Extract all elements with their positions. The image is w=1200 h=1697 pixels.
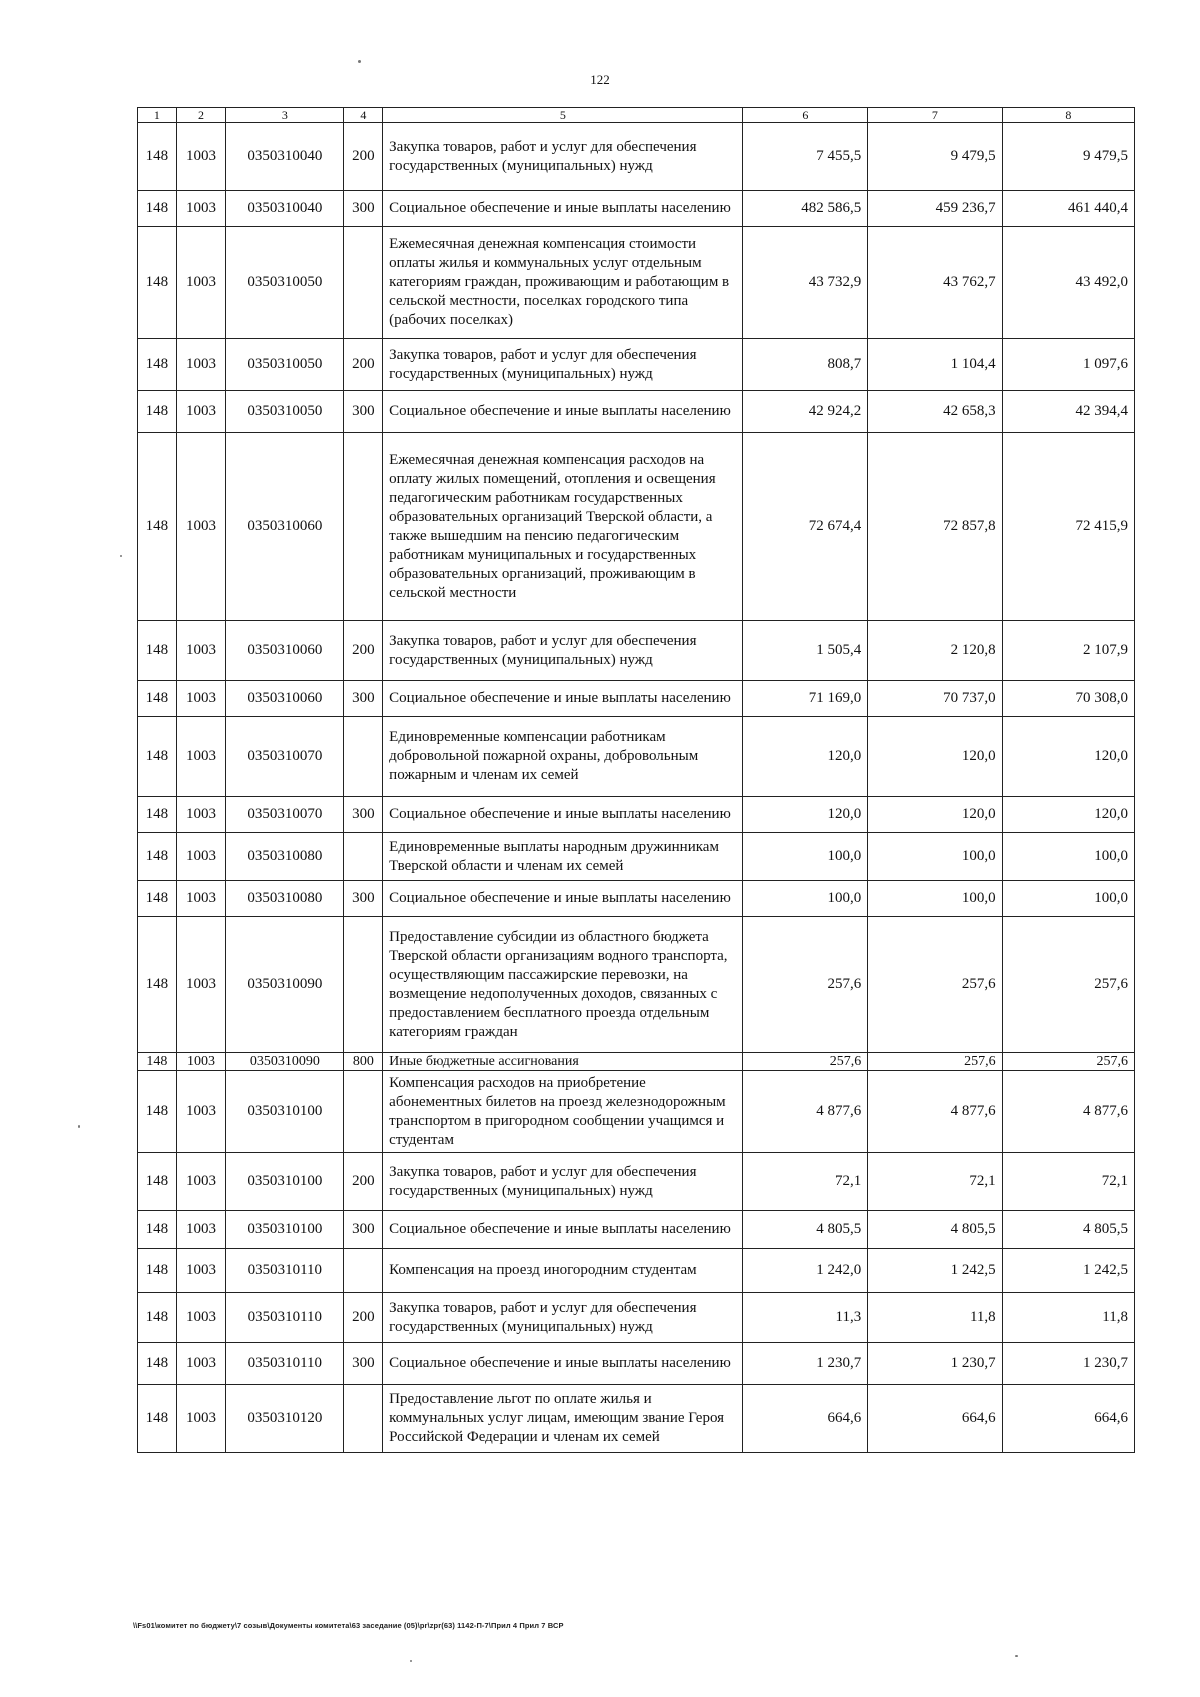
amount-cell-col8: 11,8: [1002, 1293, 1134, 1343]
section-code-cell: 1003: [176, 881, 225, 917]
table-row: [138, 433, 1135, 621]
expense-type-cell: [344, 833, 383, 881]
target-article-cell: 0350310070: [226, 797, 344, 833]
amount-cell-col8: 120,0: [1002, 797, 1134, 833]
table-row: [138, 1343, 1135, 1385]
amount-cell-col6: 664,6: [743, 1385, 868, 1453]
admin-code-cell: 148: [138, 797, 177, 833]
amount-cell-col6: 72 674,4: [743, 433, 868, 621]
header-cell: 3: [226, 108, 344, 123]
amount-cell-col7: 42 658,3: [868, 391, 1002, 433]
amount-cell-col6: 482 586,5: [743, 191, 868, 227]
section-code-cell: 1003: [176, 1071, 225, 1153]
section-code-cell: 1003: [176, 391, 225, 433]
section-code-cell: 1003: [176, 717, 225, 797]
target-article-cell: 0350310110: [226, 1343, 344, 1385]
section-code-cell: 1003: [176, 191, 225, 227]
expense-type-cell: 800: [344, 1053, 383, 1071]
section-code-cell: 1003: [176, 917, 225, 1053]
amount-cell-col6: 257,6: [743, 917, 868, 1053]
amount-cell-col6: 1 230,7: [743, 1343, 868, 1385]
description-cell: Единовременные выплаты народным дружинникам Тверской области и членам их семей: [383, 833, 743, 881]
expense-type-cell: 200: [344, 621, 383, 681]
amount-cell-col8: 4 877,6: [1002, 1071, 1134, 1153]
amount-cell-col8: 100,0: [1002, 833, 1134, 881]
admin-code-cell: 148: [138, 1293, 177, 1343]
table-row: [138, 123, 1135, 191]
expense-type-cell: [344, 1071, 383, 1153]
section-code-cell: 1003: [176, 621, 225, 681]
target-article-cell: 0350310050: [226, 339, 344, 391]
amount-cell-col7: 1 104,4: [868, 339, 1002, 391]
table-row: [138, 1153, 1135, 1211]
admin-code-cell: 148: [138, 123, 177, 191]
section-code-cell: 1003: [176, 681, 225, 717]
admin-code-cell: 148: [138, 681, 177, 717]
amount-cell-col8: 4 805,5: [1002, 1211, 1134, 1249]
scan-speck: [78, 1125, 80, 1128]
amount-cell-col7: 2 120,8: [868, 621, 1002, 681]
expense-type-cell: [344, 917, 383, 1053]
description-cell: Ежемесячная денежная компенсация расходов на оплату жилых помещений, отопления и освещения педагогическим работникам государственных образовательных организаций Тверской области, а также вышедшим на пенсию педагогическим работникам муниципальных и государственных образовательных организаций, проживающим в сельской местности: [383, 433, 743, 621]
expense-type-cell: 200: [344, 1293, 383, 1343]
admin-code-cell: 148: [138, 1385, 177, 1453]
table-row: [138, 833, 1135, 881]
amount-cell-col6: 257,6: [743, 1053, 868, 1071]
amount-cell-col7: 100,0: [868, 881, 1002, 917]
scan-speck: [120, 555, 122, 557]
admin-code-cell: 148: [138, 621, 177, 681]
target-article-cell: 0350310110: [226, 1293, 344, 1343]
expense-type-cell: [344, 227, 383, 339]
description-cell: Социальное обеспечение и иные выплаты населению: [383, 797, 743, 833]
table-row: [138, 1053, 1135, 1071]
description-cell: Социальное обеспечение и иные выплаты населению: [383, 1343, 743, 1385]
description-cell: Закупка товаров, работ и услуг для обеспечения государственных (муниципальных) нужд: [383, 1293, 743, 1343]
header-cell: 8: [1002, 108, 1134, 123]
section-code-cell: 1003: [176, 797, 225, 833]
section-code-cell: 1003: [176, 1343, 225, 1385]
expense-type-cell: 300: [344, 1343, 383, 1385]
amount-cell-col7: 1 230,7: [868, 1343, 1002, 1385]
section-code-cell: 1003: [176, 123, 225, 191]
description-cell: Единовременные компенсации работникам добровольной пожарной охраны, добровольным пожарным и членам их семей: [383, 717, 743, 797]
target-article-cell: 0350310060: [226, 433, 344, 621]
amount-cell-col7: 4 877,6: [868, 1071, 1002, 1153]
target-article-cell: 0350310090: [226, 1053, 344, 1071]
amount-cell-col8: 72 415,9: [1002, 433, 1134, 621]
admin-code-cell: 148: [138, 881, 177, 917]
table-row: [138, 227, 1135, 339]
section-code-cell: 1003: [176, 833, 225, 881]
admin-code-cell: 148: [138, 391, 177, 433]
amount-cell-col6: 100,0: [743, 833, 868, 881]
target-article-cell: 0350310090: [226, 917, 344, 1053]
description-cell: Социальное обеспечение и иные выплаты населению: [383, 391, 743, 433]
scan-speck: [1015, 1655, 1018, 1657]
footer-file-path: \\Fs01\комитет по бюджету\7 созыв\Документы комитета\63 заседание (05)\pr\zpr(63) 1142-П-7\Прил 4 Прил 7 ВСР: [133, 1621, 564, 1630]
admin-code-cell: 148: [138, 227, 177, 339]
amount-cell-col8: 120,0: [1002, 717, 1134, 797]
description-cell: Закупка товаров, работ и услуг для обеспечения государственных (муниципальных) нужд: [383, 621, 743, 681]
expense-type-cell: [344, 1249, 383, 1293]
amount-cell-col7: 72 857,8: [868, 433, 1002, 621]
amount-cell-col6: 43 732,9: [743, 227, 868, 339]
amount-cell-col7: 70 737,0: [868, 681, 1002, 717]
amount-cell-col7: 120,0: [868, 797, 1002, 833]
target-article-cell: 0350310050: [226, 227, 344, 339]
expense-type-cell: 300: [344, 681, 383, 717]
admin-code-cell: 148: [138, 833, 177, 881]
amount-cell-col8: 100,0: [1002, 881, 1134, 917]
header-cell: 6: [743, 108, 868, 123]
table-row: [138, 797, 1135, 833]
section-code-cell: 1003: [176, 1249, 225, 1293]
target-article-cell: 0350310100: [226, 1071, 344, 1153]
amount-cell-col8: 2 107,9: [1002, 621, 1134, 681]
amount-cell-col8: 1 242,5: [1002, 1249, 1134, 1293]
amount-cell-col6: 4 805,5: [743, 1211, 868, 1249]
table-row: [138, 1211, 1135, 1249]
amount-cell-col7: 72,1: [868, 1153, 1002, 1211]
expense-type-cell: 200: [344, 1153, 383, 1211]
section-code-cell: 1003: [176, 1053, 225, 1071]
expense-type-cell: 300: [344, 881, 383, 917]
table-body: [138, 123, 1135, 1453]
amount-cell-col8: 1 230,7: [1002, 1343, 1134, 1385]
header-cell: 2: [176, 108, 225, 123]
section-code-cell: 1003: [176, 1293, 225, 1343]
table-row: [138, 717, 1135, 797]
target-article-cell: 0350310100: [226, 1153, 344, 1211]
section-code-cell: 1003: [176, 227, 225, 339]
admin-code-cell: 148: [138, 1249, 177, 1293]
amount-cell-col6: 1 505,4: [743, 621, 868, 681]
target-article-cell: 0350310080: [226, 833, 344, 881]
amount-cell-col7: 664,6: [868, 1385, 1002, 1453]
target-article-cell: 0350310080: [226, 881, 344, 917]
amount-cell-col6: 11,3: [743, 1293, 868, 1343]
target-article-cell: 0350310120: [226, 1385, 344, 1453]
description-cell: Закупка товаров, работ и услуг для обеспечения государственных (муниципальных) нужд: [383, 339, 743, 391]
amount-cell-col6: 71 169,0: [743, 681, 868, 717]
expense-type-cell: [344, 433, 383, 621]
amount-cell-col7: 4 805,5: [868, 1211, 1002, 1249]
expense-type-cell: [344, 1385, 383, 1453]
scan-speck: [410, 1660, 412, 1662]
description-cell: Социальное обеспечение и иные выплаты населению: [383, 681, 743, 717]
expense-type-cell: 200: [344, 339, 383, 391]
target-article-cell: 0350310070: [226, 717, 344, 797]
expense-type-cell: 300: [344, 191, 383, 227]
target-article-cell: 0350310060: [226, 621, 344, 681]
table-row: [138, 621, 1135, 681]
header-cell: 5: [383, 108, 743, 123]
amount-cell-col8: 257,6: [1002, 1053, 1134, 1071]
scan-speck: [358, 60, 361, 63]
amount-cell-col7: 9 479,5: [868, 123, 1002, 191]
description-cell: Иные бюджетные ассигнования: [383, 1053, 743, 1071]
expense-type-cell: [344, 717, 383, 797]
amount-cell-col7: 459 236,7: [868, 191, 1002, 227]
target-article-cell: 0350310100: [226, 1211, 344, 1249]
admin-code-cell: 148: [138, 1343, 177, 1385]
admin-code-cell: 148: [138, 1153, 177, 1211]
header-row: [138, 108, 1135, 123]
section-code-cell: 1003: [176, 1153, 225, 1211]
admin-code-cell: 148: [138, 433, 177, 621]
expense-type-cell: 300: [344, 391, 383, 433]
table-row: [138, 917, 1135, 1053]
amount-cell-col6: 7 455,5: [743, 123, 868, 191]
description-cell: Предоставление льгот по оплате жилья и коммунальных услуг лицам, имеющим звание Героя Российской Федерации и членам их семей: [383, 1385, 743, 1453]
table-row: [138, 391, 1135, 433]
description-cell: Ежемесячная денежная компенсация стоимости оплаты жилья и коммунальных услуг отдельным категориям граждан, проживающим и работающим в сельской местности, поселках городского типа (рабочих поселках): [383, 227, 743, 339]
amount-cell-col6: 100,0: [743, 881, 868, 917]
admin-code-cell: 148: [138, 917, 177, 1053]
description-cell: Предоставление субсидии из областного бюджета Тверской области организациям водного транспорта, осуществляющим пассажирские перевозки, на возмещение недополученных доходов, связанных с предоставлением бесплатного проезда отдельным категориям граждан: [383, 917, 743, 1053]
amount-cell-col8: 1 097,6: [1002, 339, 1134, 391]
expense-type-cell: 300: [344, 797, 383, 833]
description-cell: Социальное обеспечение и иные выплаты населению: [383, 1211, 743, 1249]
page-number: 122: [590, 72, 610, 87]
amount-cell-col6: 1 242,0: [743, 1249, 868, 1293]
expense-type-cell: 300: [344, 1211, 383, 1249]
admin-code-cell: 148: [138, 1071, 177, 1153]
amount-cell-col8: 72,1: [1002, 1153, 1134, 1211]
target-article-cell: 0350310040: [226, 123, 344, 191]
table-row: [138, 191, 1135, 227]
target-article-cell: 0350310110: [226, 1249, 344, 1293]
description-cell: Социальное обеспечение и иные выплаты населению: [383, 191, 743, 227]
amount-cell-col7: 257,6: [868, 917, 1002, 1053]
amount-cell-col6: 120,0: [743, 797, 868, 833]
table-row: [138, 1071, 1135, 1153]
amount-cell-col8: 461 440,4: [1002, 191, 1134, 227]
section-code-cell: 1003: [176, 1211, 225, 1249]
amount-cell-col8: 43 492,0: [1002, 227, 1134, 339]
amount-cell-col8: 257,6: [1002, 917, 1134, 1053]
amount-cell-col6: 72,1: [743, 1153, 868, 1211]
target-article-cell: 0350310060: [226, 681, 344, 717]
table-row: [138, 1293, 1135, 1343]
description-cell: Социальное обеспечение и иные выплаты населению: [383, 881, 743, 917]
admin-code-cell: 148: [138, 1053, 177, 1071]
description-cell: Компенсация на проезд иногородним студентам: [383, 1249, 743, 1293]
section-code-cell: 1003: [176, 1385, 225, 1453]
budget-table: [137, 107, 1135, 1453]
amount-cell-col8: 42 394,4: [1002, 391, 1134, 433]
amount-cell-col8: 664,6: [1002, 1385, 1134, 1453]
expense-type-cell: 200: [344, 123, 383, 191]
header-cell: 7: [868, 108, 1002, 123]
amount-cell-col6: 120,0: [743, 717, 868, 797]
amount-cell-col6: 42 924,2: [743, 391, 868, 433]
amount-cell-col6: 808,7: [743, 339, 868, 391]
admin-code-cell: 148: [138, 717, 177, 797]
target-article-cell: 0350310040: [226, 191, 344, 227]
description-cell: Закупка товаров, работ и услуг для обеспечения государственных (муниципальных) нужд: [383, 1153, 743, 1211]
table-row: [138, 1249, 1135, 1293]
section-code-cell: 1003: [176, 339, 225, 391]
description-cell: Компенсация расходов на приобретение абонементных билетов на проезд железнодорожным транспортом в пригородном сообщении учащимся и студентам: [383, 1071, 743, 1153]
target-article-cell: 0350310050: [226, 391, 344, 433]
table-row: [138, 881, 1135, 917]
amount-cell-col7: 11,8: [868, 1293, 1002, 1343]
table-row: [138, 339, 1135, 391]
amount-cell-col7: 43 762,7: [868, 227, 1002, 339]
table-row: [138, 681, 1135, 717]
amount-cell-col7: 257,6: [868, 1053, 1002, 1071]
amount-cell-col6: 4 877,6: [743, 1071, 868, 1153]
description-cell: Закупка товаров, работ и услуг для обеспечения государственных (муниципальных) нужд: [383, 123, 743, 191]
admin-code-cell: 148: [138, 339, 177, 391]
admin-code-cell: 148: [138, 191, 177, 227]
header-cell: 1: [138, 108, 177, 123]
admin-code-cell: 148: [138, 1211, 177, 1249]
table-row: [138, 1385, 1135, 1453]
amount-cell-col8: 70 308,0: [1002, 681, 1134, 717]
section-code-cell: 1003: [176, 433, 225, 621]
amount-cell-col7: 120,0: [868, 717, 1002, 797]
amount-cell-col7: 1 242,5: [868, 1249, 1002, 1293]
header-cell: 4: [344, 108, 383, 123]
amount-cell-col8: 9 479,5: [1002, 123, 1134, 191]
amount-cell-col7: 100,0: [868, 833, 1002, 881]
